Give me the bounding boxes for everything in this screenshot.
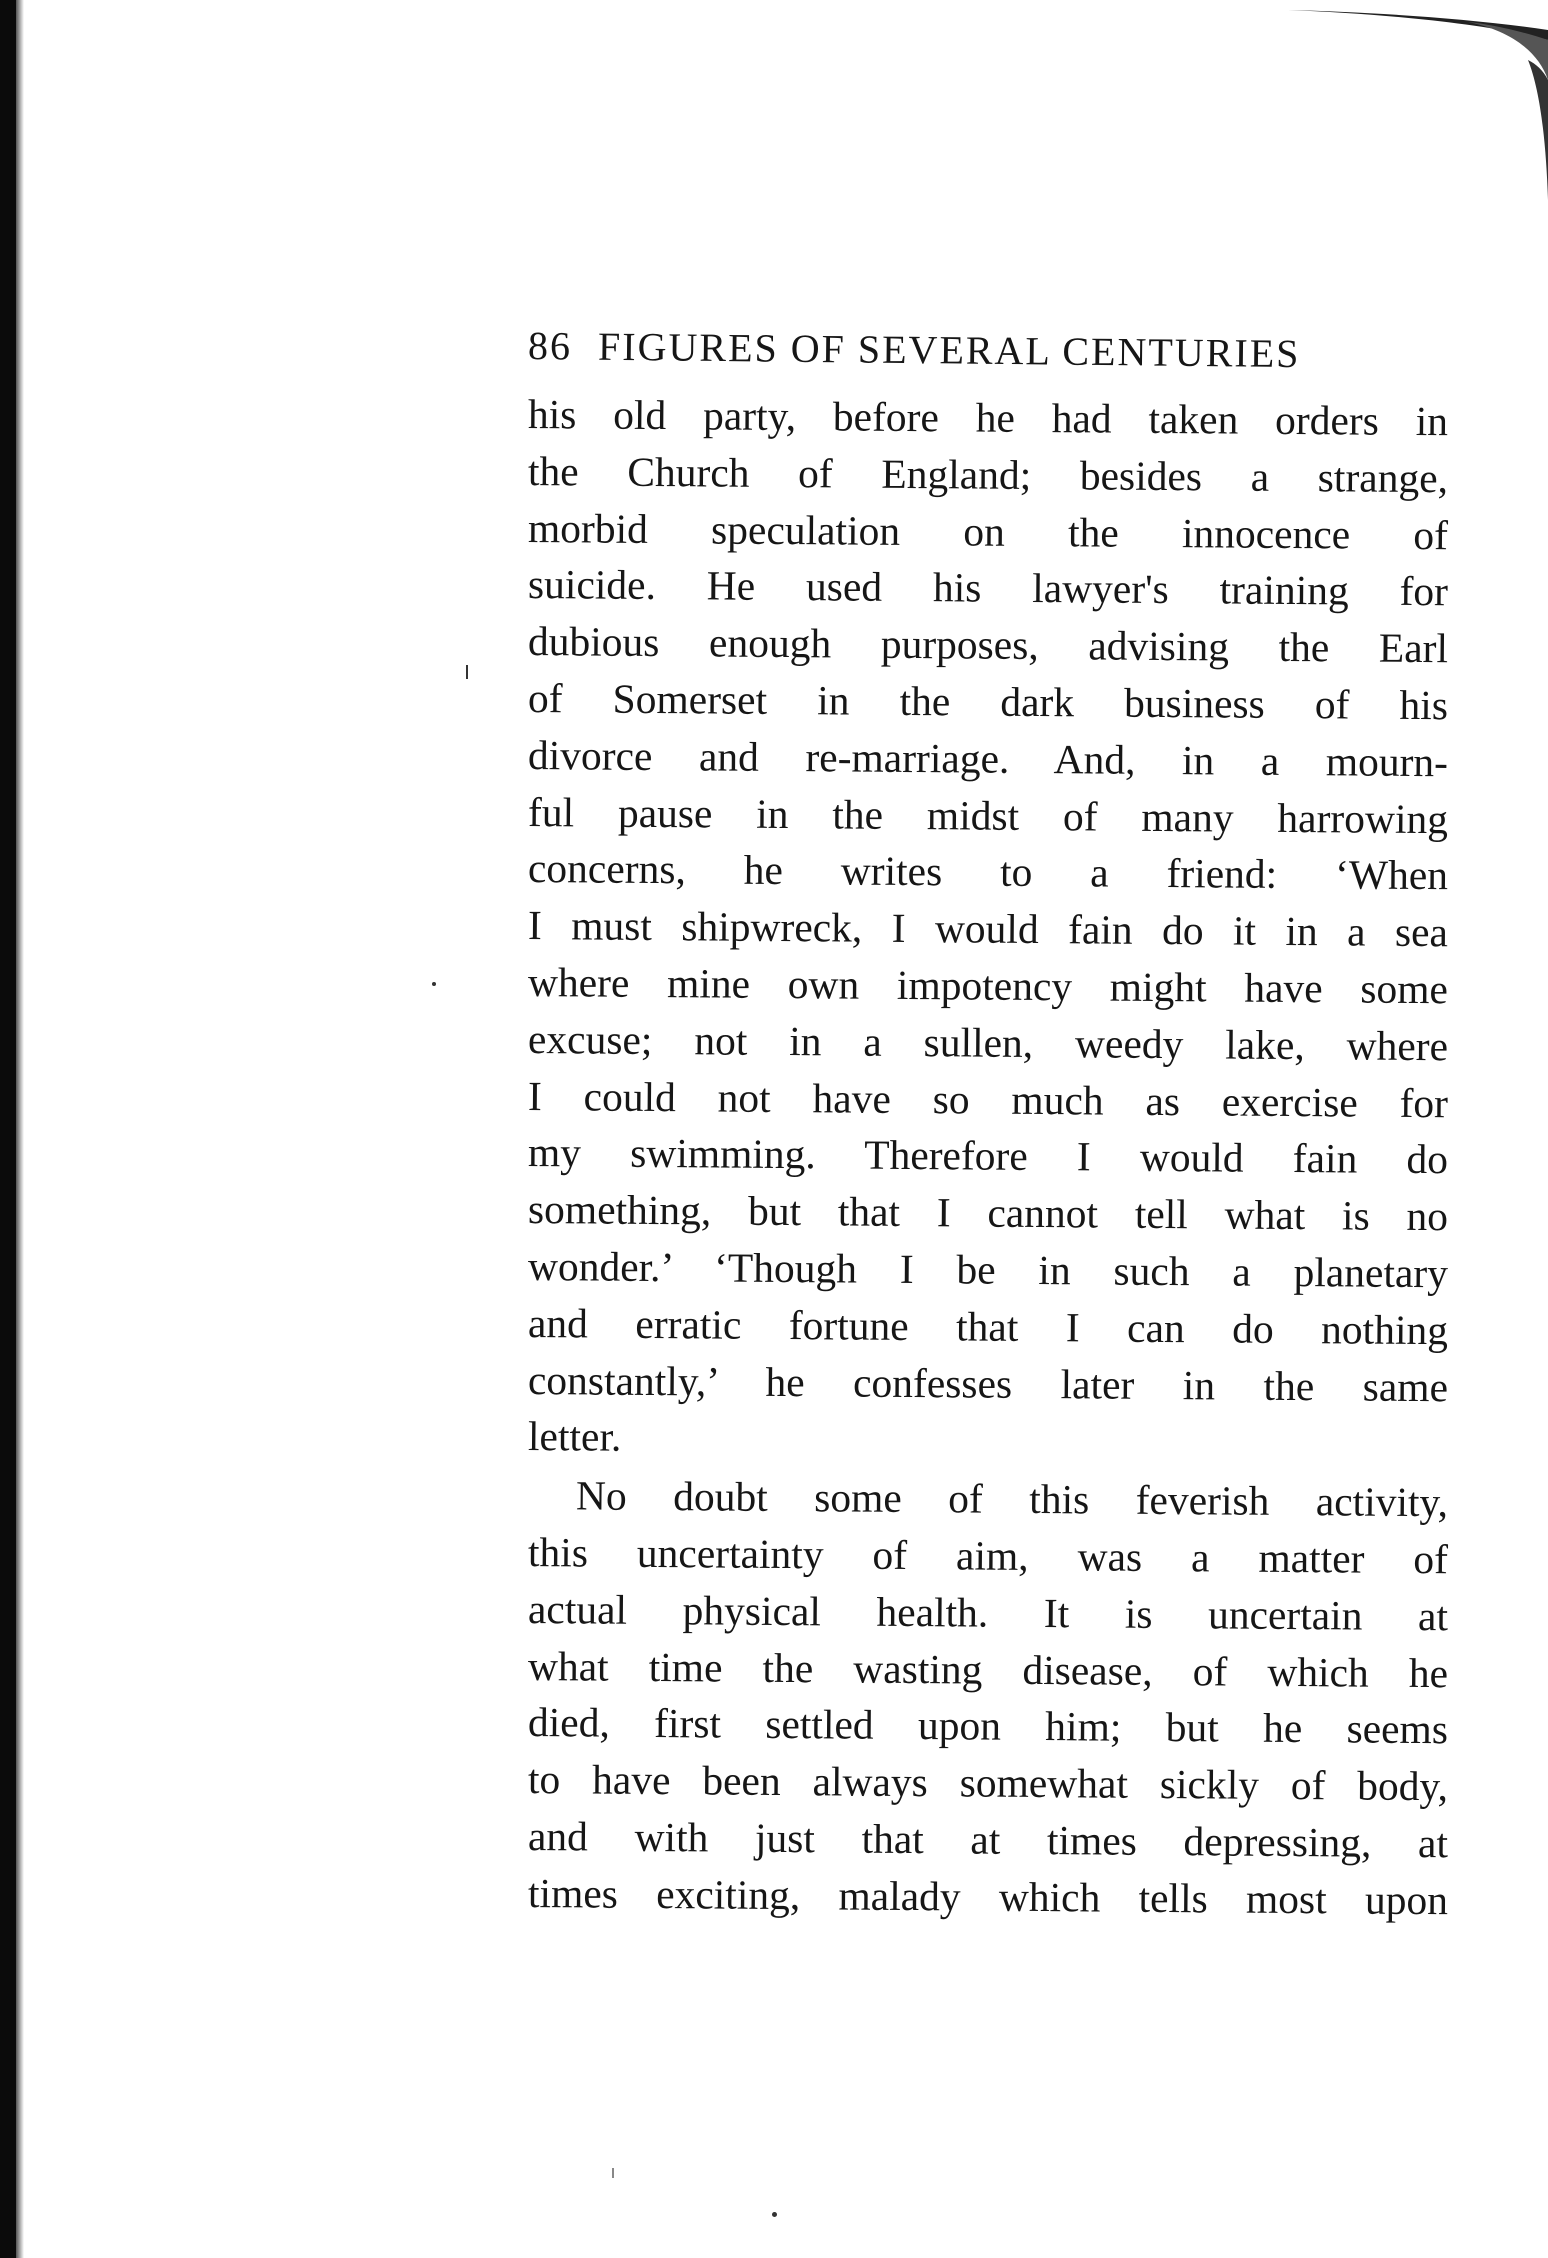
paragraph (528, 386, 1448, 1465)
text-line: his old party, before he had taken orders in (527, 391, 1449, 445)
paragraph (528, 1467, 1448, 1921)
text-line: my swimming. Therefore I would fain do (527, 1129, 1449, 1183)
text-line: something, but that I cannot tell what is no (527, 1186, 1449, 1240)
text-line: and erratic fortune that I can do nothing (527, 1299, 1449, 1353)
scan-binding-fade (16, 0, 24, 2258)
text-line: constantly,’ he confesses later in the same (527, 1356, 1449, 1410)
scan-speck (772, 2212, 777, 2217)
running-head-title: FIGURES OF SEVERAL CENTURIES (597, 323, 1301, 377)
scan-speck (466, 665, 468, 679)
text-line: dubious enough purposes, advising the Earl (527, 618, 1449, 672)
text-line: No doubt some of this feverish activity, (575, 1472, 1449, 1526)
text-line: actual physical health. It is uncertain at (527, 1585, 1449, 1639)
page-number: 86 (527, 323, 573, 369)
text-line: wonder.’ ‘Though I be in such a planetary (527, 1242, 1449, 1297)
text-line: morbid speculation on the innocence of (527, 504, 1449, 558)
scan-speck (612, 2168, 614, 2178)
text-line: letter. (527, 1413, 622, 1461)
text-line: suicide. He used his lawyer's training for (527, 561, 1449, 615)
text-line: excuse; not in a sullen, weedy lake, where (527, 1015, 1449, 1069)
scan-corner-shadow (1168, 0, 1548, 260)
text-line: of Somerset in the dark business of his (527, 674, 1449, 729)
text-line: the Church of England; besides a strange, (527, 447, 1449, 502)
text-line: I could not have so much as exercise for (527, 1072, 1449, 1126)
text-line: died, first settled upon him; but he seems (527, 1699, 1449, 1753)
text-line: I must shipwreck, I would fain do it in a sea (527, 902, 1449, 956)
running-head (528, 320, 1449, 396)
scan-binding-shadow (0, 0, 16, 2258)
text-line: times exciting, malady which tells most upon (527, 1869, 1449, 1923)
text-line: and with just that at times depressing, at (527, 1812, 1449, 1867)
text-line: where mine own impotency might have some (527, 958, 1449, 1013)
text-line: concerns, he writes to a friend: ‘When (527, 845, 1449, 899)
text-line: this uncertainty of aim, was a matter of (527, 1528, 1449, 1583)
scan-speck (432, 982, 436, 986)
text-line: ful pause in the midst of many harrowing (527, 788, 1449, 842)
text-line: to have been always somewhat sickly of body, (527, 1756, 1449, 1810)
text-line: divorce and re-marriage. And, in a mourn- (527, 731, 1449, 786)
book-page (528, 320, 1448, 1922)
text-line: what time the wasting disease, of which he (527, 1642, 1449, 1696)
